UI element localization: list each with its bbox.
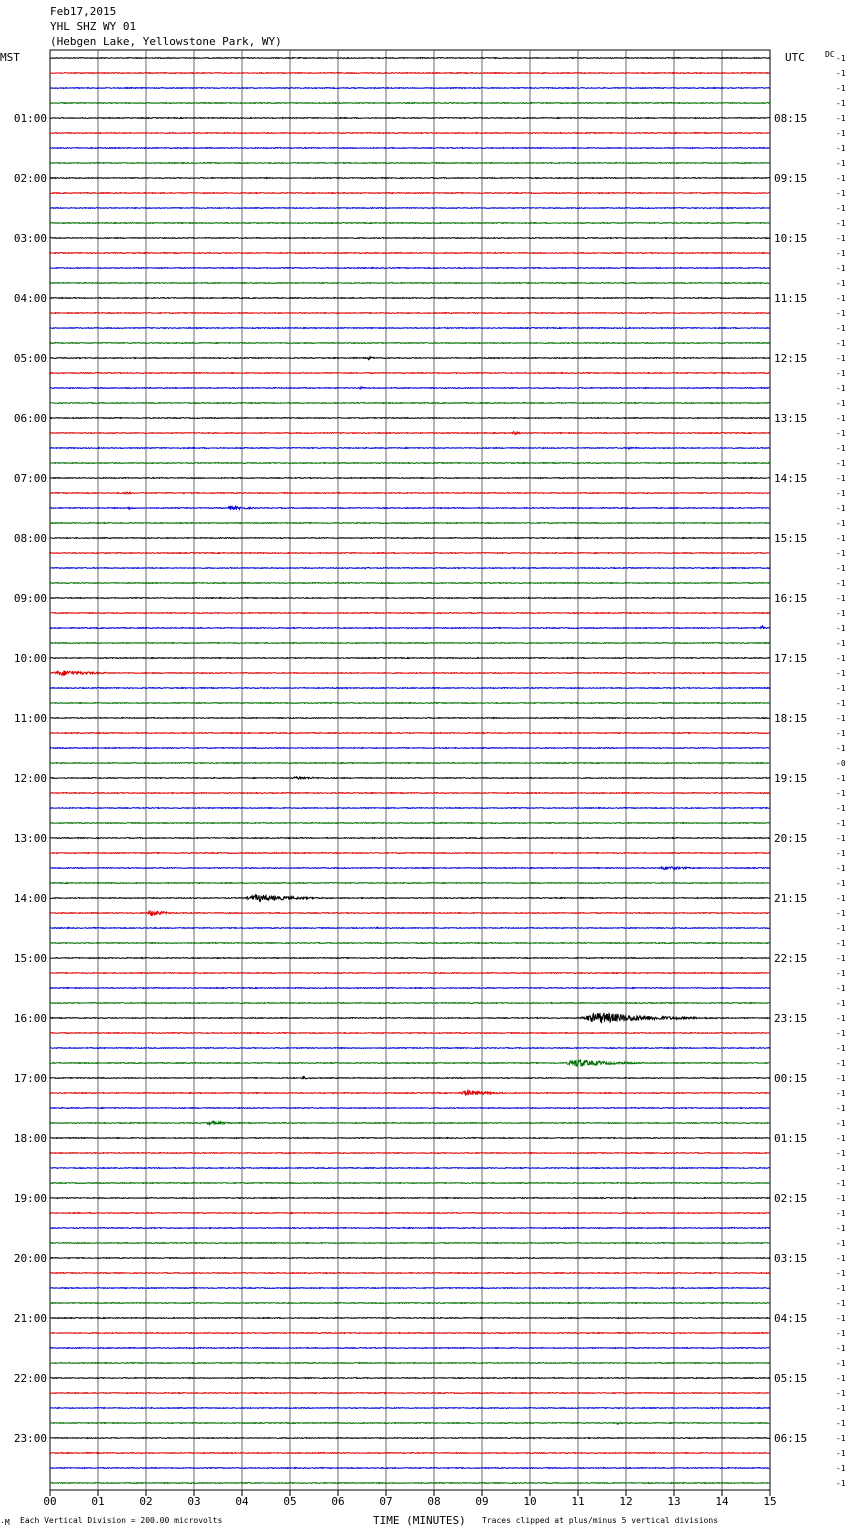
x-tick-label: 09 [475, 1495, 489, 1508]
trace-line [50, 867, 770, 870]
right-hour-label: 22:15 [774, 952, 808, 965]
dc-offset-label: -1 [836, 819, 846, 828]
dc-offset-label: -1 [836, 369, 846, 378]
dc-offset-label: -1 [836, 744, 846, 753]
trace-line [50, 1243, 770, 1244]
dc-offset-label: -1 [836, 1269, 846, 1278]
dc-offset-label: -1 [836, 1089, 846, 1098]
left-hour-label: 20:00 [13, 1252, 47, 1265]
dc-offset-label: -1 [836, 69, 846, 78]
trace-line [50, 523, 770, 524]
dc-offset-label: -1 [836, 1404, 846, 1413]
trace-line [50, 1033, 770, 1034]
dc-offset-label: -1 [836, 924, 846, 933]
dc-offset-label: -1 [836, 1344, 846, 1353]
dc-offset-label: -1 [836, 1464, 846, 1473]
trace-line [50, 1013, 770, 1023]
dc-offset-label: -1 [836, 429, 846, 438]
dc-offset-label: -1 [836, 849, 846, 858]
dc-offset-label: -1 [836, 909, 846, 918]
trace-line [50, 103, 770, 104]
dc-offset-label: -1 [836, 219, 846, 228]
dc-offset-label: -0 [836, 759, 846, 768]
trace-line [50, 1121, 770, 1124]
trace-line [50, 1333, 770, 1334]
dc-offset-label: -1 [836, 684, 846, 693]
dc-offset-label: -1 [836, 894, 846, 903]
trace-line [50, 238, 770, 239]
clip-note: Traces clipped at plus/minus 5 vertical divisions [482, 1516, 719, 1525]
dc-offset-label: -1 [836, 1239, 846, 1248]
trace-line [50, 432, 770, 435]
x-tick-label: 02 [139, 1495, 153, 1508]
seismic-traces [50, 58, 770, 1484]
trace-line [50, 763, 770, 764]
dc-offset-label: -1 [836, 1134, 846, 1143]
trace-line [50, 703, 770, 704]
left-hour-label: 01:00 [13, 112, 47, 125]
right-hour-label: 05:15 [774, 1372, 808, 1385]
grid-lines [50, 50, 770, 1490]
trace-line [50, 283, 770, 284]
right-hour-label: 18:15 [774, 712, 808, 725]
dc-offset-label: -1 [836, 54, 846, 63]
dc-offset-label: -1 [836, 534, 846, 543]
trace-line [50, 1438, 770, 1439]
dc-offset-label: -1 [836, 474, 846, 483]
dc-offset-label: -1 [836, 1209, 846, 1218]
x-tick-label: 12 [619, 1495, 633, 1508]
chart-station: YHL SHZ WY 01 [50, 20, 137, 33]
dc-offset-label: -1 [836, 1419, 846, 1428]
right-hour-label: 06:15 [774, 1432, 808, 1445]
trace-line [50, 118, 770, 119]
trace-line [50, 973, 770, 974]
right-hour-label: 08:15 [774, 112, 808, 125]
x-tick-label: 03 [187, 1495, 201, 1508]
trace-line [50, 1408, 770, 1409]
dc-offset-label: -1 [836, 879, 846, 888]
dc-offset-label: -1 [836, 174, 846, 183]
trace-line [50, 748, 770, 749]
trace-line [50, 1003, 770, 1004]
trace-line [50, 1168, 770, 1169]
trace-line [50, 1422, 770, 1424]
trace-line [50, 1183, 770, 1184]
x-tick-label: 08 [427, 1495, 441, 1508]
right-hour-label: 23:15 [774, 1012, 808, 1025]
dc-offset-label: -1 [836, 939, 846, 948]
dc-offset-label: -1 [836, 999, 846, 1008]
trace-line [50, 373, 770, 374]
dc-offset-label: -1 [836, 249, 846, 258]
dc-offset-label: -1 [836, 1059, 846, 1068]
dc-offset-label: -1 [836, 1149, 846, 1158]
x-tick-label: 14 [715, 1495, 729, 1508]
dc-offset-label: -1 [836, 309, 846, 318]
trace-line [50, 1348, 770, 1349]
dc-offset-label: -1 [836, 549, 846, 558]
trace-line [50, 626, 770, 629]
dc-offset-label: -1 [836, 1194, 846, 1203]
chart-date: Feb17,2015 [50, 5, 117, 18]
dc-offset-label: -1 [836, 579, 846, 588]
trace-line [50, 1318, 770, 1319]
plot-frame [50, 50, 770, 1490]
dc-offset-label: -1 [836, 1284, 846, 1293]
left-hour-label: 11:00 [13, 712, 47, 725]
dc-offset-label: -1 [836, 294, 846, 303]
right-hour-label: 02:15 [774, 1192, 808, 1205]
x-tick-label: 01 [91, 1495, 105, 1508]
dc-offset-label: -1 [836, 1029, 846, 1038]
trace-line [50, 883, 770, 884]
dc-offset-label: -1 [836, 1044, 846, 1053]
left-hour-label: 05:00 [13, 352, 47, 365]
trace-line [50, 1090, 770, 1095]
trace-line [50, 208, 770, 209]
dc-offset-label: -1 [836, 519, 846, 528]
trace-line [50, 58, 770, 59]
trace-line [50, 313, 770, 314]
x-tick-label: 10 [523, 1495, 537, 1508]
trace-line [50, 223, 770, 224]
trace-line [50, 387, 770, 389]
trace-line [50, 178, 770, 179]
dc-offset-label: -1 [836, 444, 846, 453]
left-hour-label: 14:00 [13, 892, 47, 905]
dc-offset-label: -1 [836, 1434, 846, 1443]
trace-line [50, 343, 770, 344]
dc-offset-label: -1 [836, 84, 846, 93]
dc-offset-label: -1 [836, 1389, 846, 1398]
right-hour-label: 10:15 [774, 232, 808, 245]
scale-note: Each Vertical Division = 200.00 microvolts [20, 1516, 223, 1525]
trace-line [50, 733, 770, 734]
right-hour-label: 11:15 [774, 292, 808, 305]
x-tick-label: 07 [379, 1495, 393, 1508]
dc-offset-label: -1 [836, 639, 846, 648]
left-hour-label: 07:00 [13, 472, 47, 485]
left-hour-label: 09:00 [13, 592, 47, 605]
dc-offset-label: -1 [836, 1179, 846, 1188]
left-hour-label: 22:00 [13, 1372, 47, 1385]
dc-offset-label: -1 [836, 1299, 846, 1308]
right-hour-label: 00:15 [774, 1072, 808, 1085]
trace-line [50, 670, 770, 675]
left-timezone: MST [0, 51, 20, 64]
dc-offset-label: -1 [836, 669, 846, 678]
dc-offset-label: -1 [836, 1254, 846, 1263]
trace-line [50, 808, 770, 809]
x-tick-label: 13 [667, 1495, 681, 1508]
trace-line [50, 253, 770, 254]
trace-line [50, 1213, 770, 1214]
dc-offset-label: -1 [836, 1119, 846, 1128]
dc-offset-label: -1 [836, 264, 846, 273]
dc-offset-label: -1 [836, 129, 846, 138]
trace-line [50, 1108, 770, 1109]
axis-labels [14, 54, 846, 1508]
dc-offset-label: -1 [836, 504, 846, 513]
trace-line [50, 298, 770, 299]
x-tick-label: 15 [763, 1495, 777, 1508]
x-tick-label: 04 [235, 1495, 249, 1508]
dc-offset-label: -1 [836, 99, 846, 108]
dc-offset-label: -1 [836, 384, 846, 393]
trace-line [50, 1483, 770, 1484]
dc-offset-label: -1 [836, 594, 846, 603]
trace-line [50, 163, 770, 164]
trace-line [50, 447, 770, 449]
left-hour-label: 16:00 [13, 1012, 47, 1025]
trace-line [50, 403, 770, 404]
left-hour-label: 10:00 [13, 652, 47, 665]
dc-offset-label: -1 [836, 459, 846, 468]
x-tick-label: 00 [43, 1495, 57, 1508]
left-hour-label: 04:00 [13, 292, 47, 305]
dc-offset-label: -1 [836, 1314, 846, 1323]
dc-offset-label: -1 [836, 864, 846, 873]
trace-line [50, 88, 770, 89]
left-hour-label: 13:00 [13, 832, 47, 845]
trace-line [50, 1468, 770, 1469]
trace-line [50, 328, 770, 329]
trace-line [50, 911, 770, 916]
dc-offset-label: -1 [836, 1359, 846, 1368]
dc-offset-label: -1 [836, 729, 846, 738]
dc-offset-label: -1 [836, 354, 846, 363]
dc-offset-label: -1 [836, 609, 846, 618]
trace-line [50, 478, 770, 479]
trace-line [50, 823, 770, 824]
trace-line [50, 1153, 770, 1154]
right-hour-label: 14:15 [774, 472, 808, 485]
trace-line [50, 943, 770, 944]
trace-line [50, 853, 770, 854]
trace-line [50, 418, 770, 419]
dc-offset-label: -1 [836, 1224, 846, 1233]
left-hour-label: 23:00 [13, 1432, 47, 1445]
trace-line [50, 148, 770, 149]
trace-line [50, 958, 770, 959]
x-axis-label: TIME (MINUTES) [373, 1514, 466, 1527]
dc-offset-label: -1 [836, 489, 846, 498]
left-hour-label: 02:00 [13, 172, 47, 185]
x-tick-label: 05 [283, 1495, 297, 1508]
trace-line [50, 988, 770, 989]
trace-line [50, 1453, 770, 1454]
x-tick-label: 11 [571, 1495, 585, 1508]
trace-line [50, 1303, 770, 1304]
trace-line [50, 1198, 770, 1199]
dc-offset-label: -1 [836, 339, 846, 348]
dc-offset-label: -1 [836, 714, 846, 723]
right-hour-label: 15:15 [774, 532, 808, 545]
trace-line [50, 793, 770, 794]
trace-line [50, 895, 770, 901]
trace-line [50, 538, 770, 539]
dc-offset-label: -1 [836, 789, 846, 798]
trace-line [50, 567, 770, 568]
x-tick-label: 06 [331, 1495, 345, 1508]
trace-line [50, 613, 770, 614]
dc-offset-label: -1 [836, 189, 846, 198]
right-hour-label: 13:15 [774, 412, 808, 425]
right-hour-label: 21:15 [774, 892, 808, 905]
dc-offset-label: -1 [836, 1329, 846, 1338]
right-hour-label: 03:15 [774, 1252, 808, 1265]
trace-line [50, 553, 770, 554]
dc-offset-label: -1 [836, 1014, 846, 1023]
left-hour-label: 18:00 [13, 1132, 47, 1145]
trace-line [50, 838, 770, 839]
dc-offset-label: -1 [836, 774, 846, 783]
left-hour-label: 03:00 [13, 232, 47, 245]
dc-offset-label: -1 [836, 144, 846, 153]
trace-line [50, 1258, 770, 1259]
dc-offset-label: -1 [836, 1374, 846, 1383]
left-hour-label: 19:00 [13, 1192, 47, 1205]
trace-line [50, 463, 770, 464]
dc-offset-label: -1 [836, 1074, 846, 1083]
dc-offset-label: -1 [836, 114, 846, 123]
dc-offset-label: -1 [836, 654, 846, 663]
right-timezone: UTC [785, 51, 805, 64]
dc-label: DC [825, 50, 835, 59]
left-hour-label: 12:00 [13, 772, 47, 785]
trace-line [50, 1228, 770, 1229]
trace-line [50, 1363, 770, 1364]
dc-offset-label: -1 [836, 624, 846, 633]
trace-line [50, 492, 770, 494]
trace-line [50, 583, 770, 584]
dc-offset-label: -1 [836, 204, 846, 213]
trace-line [50, 1138, 770, 1139]
right-hour-label: 20:15 [774, 832, 808, 845]
dc-offset-label: -1 [836, 1449, 846, 1458]
dc-offset-label: -1 [836, 324, 846, 333]
trace-line [50, 357, 770, 360]
trace-line [50, 777, 770, 779]
dc-offset-label: -1 [836, 834, 846, 843]
dc-offset-label: -1 [836, 1479, 846, 1488]
trace-line [50, 718, 770, 719]
dc-offset-label: -1 [836, 969, 846, 978]
trace-line [50, 598, 770, 599]
dc-offset-label: -1 [836, 279, 846, 288]
dc-offset-label: -1 [836, 399, 846, 408]
left-hour-label: 17:00 [13, 1072, 47, 1085]
dc-offset-label: -1 [836, 804, 846, 813]
dc-offset-label: -1 [836, 699, 846, 708]
trace-line [50, 927, 770, 928]
dc-offset-label: -1 [836, 984, 846, 993]
trace-line [50, 1077, 770, 1079]
left-hour-label: 15:00 [13, 952, 47, 965]
left-hour-label: 06:00 [13, 412, 47, 425]
chart-location: (Hebgen Lake, Yellowstone Park, WY) [50, 35, 282, 48]
right-hour-label: 12:15 [774, 352, 808, 365]
left-hour-label: 08:00 [13, 532, 47, 545]
right-hour-label: 17:15 [774, 652, 808, 665]
dc-offset-label: -1 [836, 1104, 846, 1113]
trace-line [50, 1048, 770, 1049]
trace-line [50, 1273, 770, 1274]
left-hour-label: 21:00 [13, 1312, 47, 1325]
right-hour-label: 04:15 [774, 1312, 808, 1325]
trace-line [50, 643, 770, 644]
trace-line [50, 658, 770, 659]
right-hour-label: 09:15 [774, 172, 808, 185]
dc-offset-label: -1 [836, 954, 846, 963]
corner-mark: ·M [0, 1518, 10, 1527]
trace-line [50, 1288, 770, 1289]
right-hour-label: 01:15 [774, 1132, 808, 1145]
dc-offset-label: -1 [836, 414, 846, 423]
dc-offset-label: -1 [836, 234, 846, 243]
trace-line [50, 1393, 770, 1394]
trace-line [50, 1060, 770, 1066]
trace-line [50, 133, 770, 134]
dc-offset-label: -1 [836, 564, 846, 573]
trace-line [50, 193, 770, 194]
dc-offset-label: -1 [836, 159, 846, 168]
right-hour-label: 19:15 [774, 772, 808, 785]
trace-line [50, 1378, 770, 1379]
trace-line [50, 268, 770, 269]
trace-line [50, 506, 770, 510]
right-hour-label: 16:15 [774, 592, 808, 605]
trace-line [50, 688, 770, 689]
dc-offset-label: -1 [836, 1164, 846, 1173]
trace-line [50, 73, 770, 74]
